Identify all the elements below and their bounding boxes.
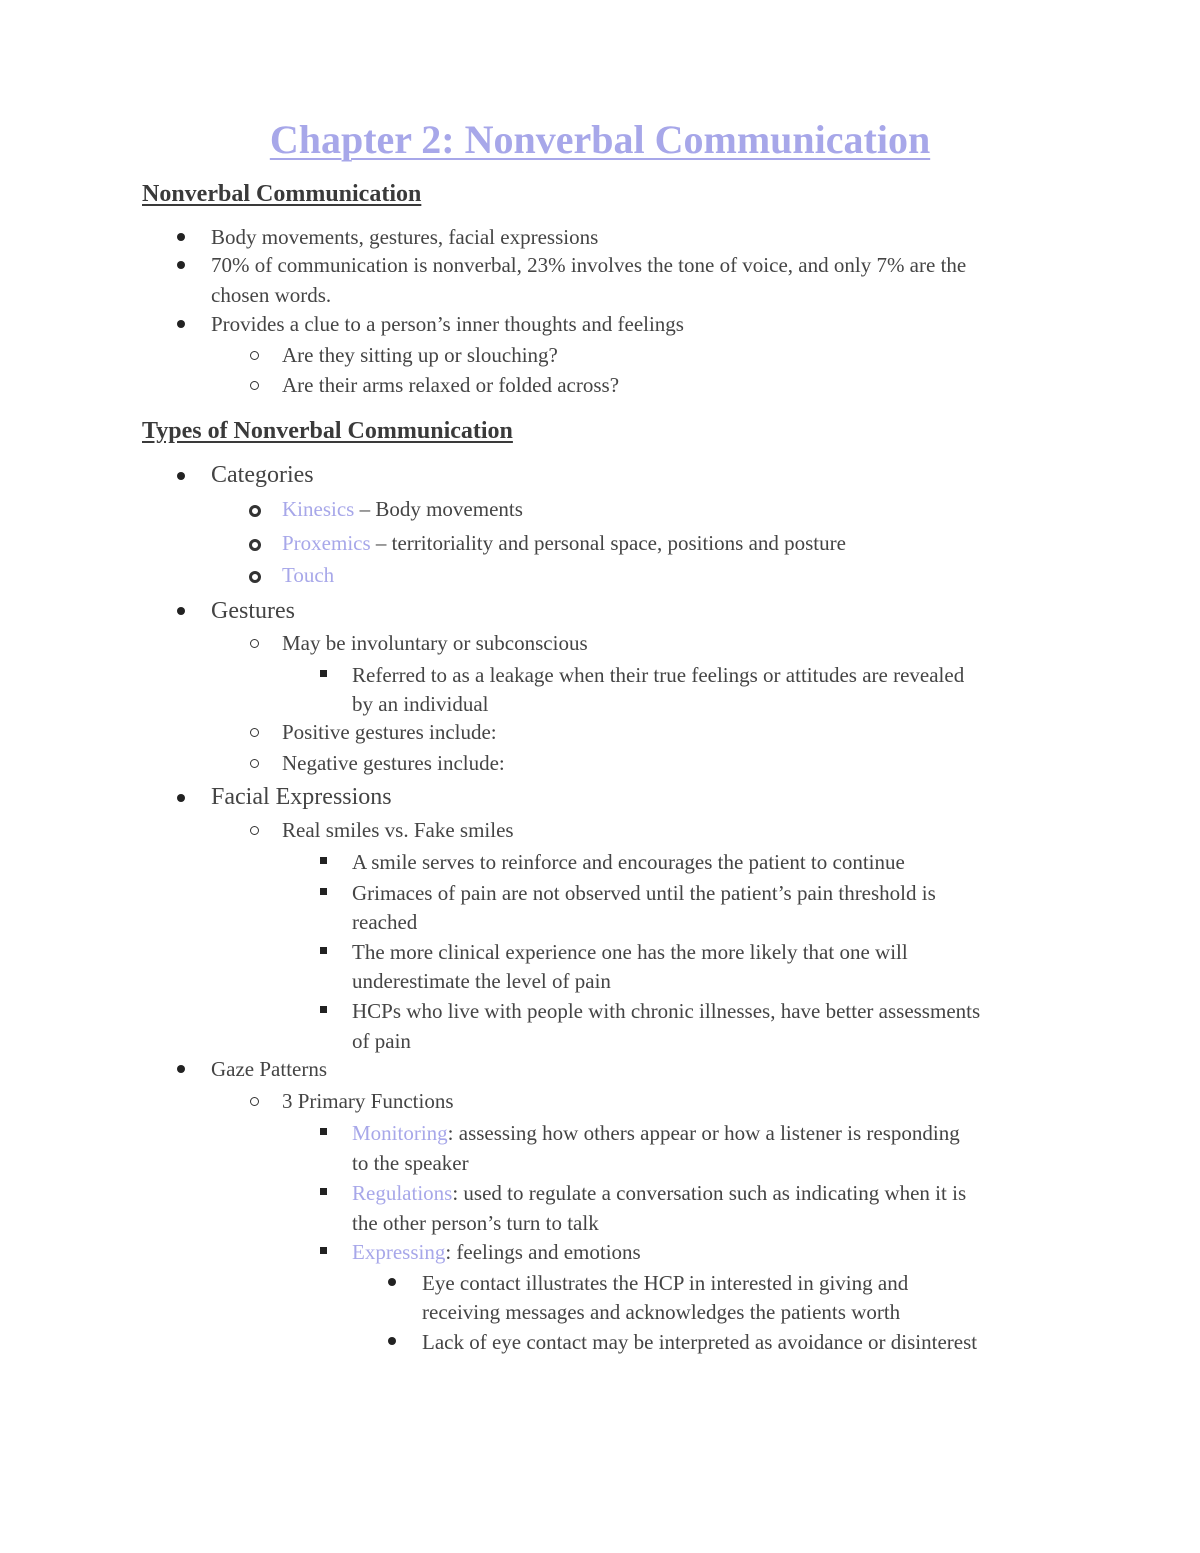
list-item: Lack of eye contact may be interpreted as avoidance or disinterest: [422, 1330, 978, 1354]
list-item-continuation: reached: [352, 910, 418, 934]
bullet-ring: [250, 639, 259, 648]
bullet-ring: [250, 759, 259, 768]
bullet-ring: [250, 728, 259, 737]
bullet-ring: [250, 381, 259, 390]
list-item: May be involuntary or subconscious: [282, 631, 588, 655]
list-item: 3 Primary Functions: [282, 1089, 454, 1113]
term-expressing: Expressing: [352, 1240, 446, 1264]
term-touch: Touch: [282, 563, 335, 587]
list-item-continuation: of pain: [352, 1029, 411, 1053]
list-item-continuation: the other person’s turn to talk: [352, 1211, 599, 1235]
term-regulations: Regulations: [352, 1181, 453, 1205]
bullet-square: [320, 670, 327, 677]
bullet-ring: [249, 571, 261, 583]
term-proxemics: Proxemics: [282, 531, 371, 555]
bullet-dot: [177, 233, 185, 241]
bullet-ring: [249, 505, 261, 517]
term-monitoring: Monitoring: [352, 1121, 448, 1145]
definition: – territoriality and personal space, positions and posture: [370, 531, 846, 555]
bullet-square: [320, 1006, 327, 1013]
list-item: Are their arms relaxed or folded across?: [282, 373, 620, 397]
definition: – Body movements: [354, 497, 523, 521]
definition: : feelings and emotions: [445, 1240, 641, 1264]
bullet-square: [320, 1188, 327, 1195]
bullet-dot: [177, 261, 185, 269]
list-item: Provides a clue to a person’s inner thoughts and feelings: [211, 312, 684, 336]
bullet-ring: [250, 351, 259, 360]
list-item: Grimaces of pain are not observed until the patient’s pain threshold is: [352, 881, 936, 905]
list-item: Facial Expressions: [211, 784, 392, 810]
list-item-continuation: to the speaker: [352, 1151, 469, 1175]
list-item: Eye contact illustrates the HCP in interested in giving and: [422, 1271, 909, 1295]
list-item: Categories: [211, 462, 314, 488]
list-item: A smile serves to reinforce and encourages the patient to continue: [352, 850, 905, 874]
list-item-continuation: chosen words.: [211, 283, 332, 307]
list-item: Gestures: [211, 598, 295, 624]
list-item-continuation: by an individual: [352, 692, 489, 716]
list-item: Gaze Patterns: [211, 1057, 328, 1081]
term-kinesics: Kinesics: [282, 497, 355, 521]
list-item: [352, 1118, 960, 1148]
list-item: Negative gestures include:: [282, 751, 505, 775]
list-item: The more clinical experience one has the more likely that one will: [352, 940, 908, 964]
definition: : used to regulate a conversation such as indicating when it is: [452, 1181, 967, 1205]
list-item: Positive gestures include:: [282, 720, 497, 744]
bullet-ring: [250, 826, 259, 835]
bullet-square: [320, 1128, 327, 1135]
bullet-square: [320, 857, 327, 864]
list-item: Are they sitting up or slouching?: [282, 343, 558, 367]
list-item: HCPs who live with people with chronic illnesses, have better assessments: [352, 999, 981, 1023]
definition: : assessing how others appear or how a listener is responding: [447, 1121, 960, 1145]
bullet-ring: [250, 1097, 259, 1106]
page-title: Chapter 2: Nonverbal Communication: [269, 117, 931, 162]
bullet-dot: [177, 1065, 185, 1073]
list-item: Referred to as a leakage when their true feelings or attitudes are revealed: [352, 663, 965, 687]
bullet-ring: [249, 539, 261, 551]
bullet-dot: [177, 607, 185, 615]
section-heading-nonverbal: Nonverbal Communication: [142, 181, 422, 207]
list-item-continuation: underestimate the level of pain: [352, 969, 611, 993]
bullet-square: [320, 888, 327, 895]
list-item-continuation: receiving messages and acknowledges the patients worth: [422, 1300, 901, 1324]
bullet-square: [320, 1247, 327, 1254]
list-item: Body movements, gestures, facial expressions: [211, 225, 599, 249]
bullet-dot: [177, 320, 185, 328]
bullet-dot: [388, 1278, 396, 1286]
bullet-dot: [177, 472, 185, 480]
bullet-dot: [388, 1337, 396, 1345]
bullet-square: [320, 947, 327, 954]
list-item: [282, 528, 846, 558]
bullet-dot: [177, 794, 185, 802]
list-item: 70% of communication is nonverbal, 23% involves the tone of voice, and only 7% are the: [211, 253, 967, 277]
list-item: [352, 1178, 966, 1208]
section-heading-types: Types of Nonverbal Communication: [142, 418, 513, 444]
list-item: [352, 1237, 641, 1267]
list-item: [282, 494, 523, 524]
list-item: Real smiles vs. Fake smiles: [282, 818, 514, 842]
